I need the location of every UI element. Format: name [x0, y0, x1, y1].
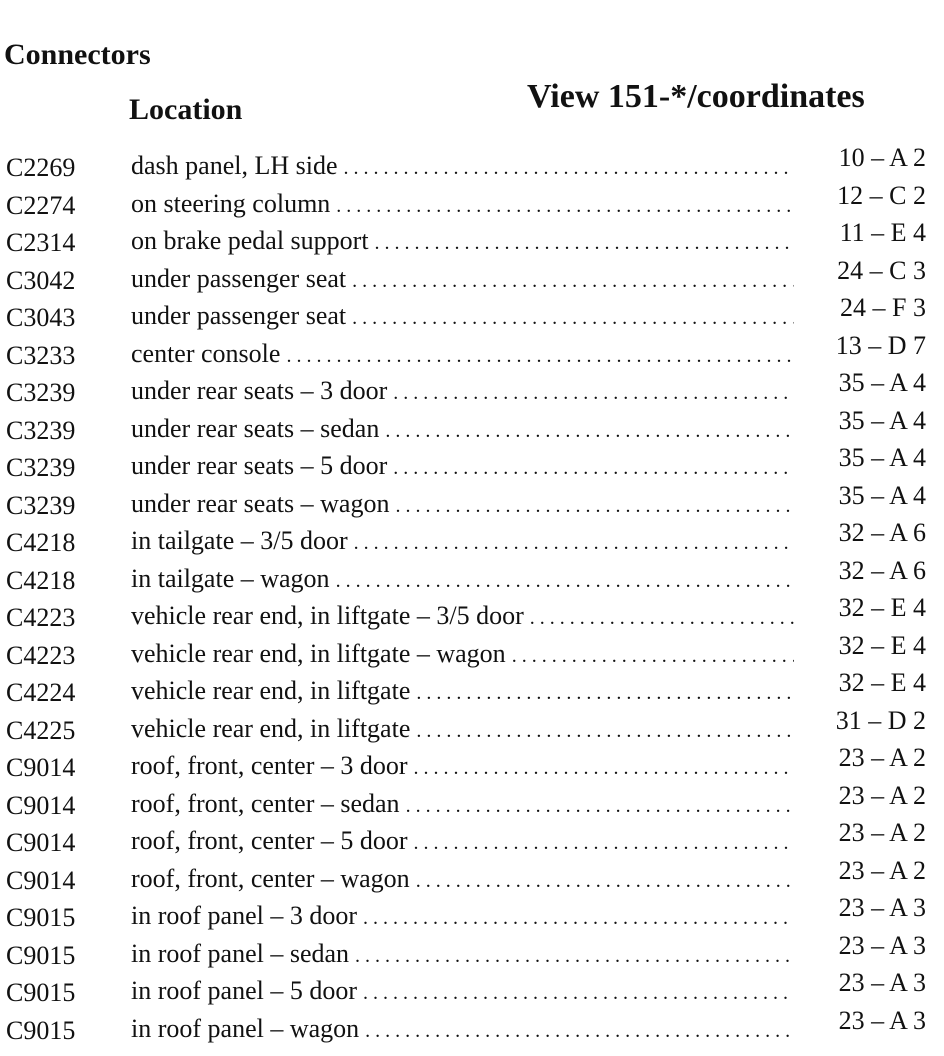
connector-coordinates: 32 – E 4: [838, 668, 926, 697]
connector-coordinates: 32 – A 6: [838, 555, 926, 585]
connector-code: C9014: [6, 753, 76, 782]
connector-location: [131, 410, 794, 451]
connector-row: [0, 820, 944, 858]
connector-code: C3239: [6, 415, 76, 445]
connector-coordinates: 32 – E 4: [838, 593, 926, 622]
connector-location: [131, 297, 794, 338]
connector-location-text: in tailgate – wagon: [131, 563, 330, 593]
connector-coordinates: 23 – A 2: [838, 855, 926, 885]
connector-location-text: under rear seats – sedan: [131, 413, 380, 443]
connector-location: [131, 560, 794, 601]
connector-location-text: roof, front, center – sedan: [131, 788, 400, 818]
connector-location: [131, 822, 794, 863]
connector-code: C4218: [6, 528, 76, 557]
connector-code: C4225: [6, 715, 76, 745]
connector-row: [0, 180, 944, 221]
dot-leader: [365, 1013, 794, 1051]
connector-code: C2269: [6, 153, 76, 182]
connector-coordinates: 10 – A 2: [838, 143, 926, 172]
view-coordinates-column-header: View 151-*/coordinates: [527, 78, 865, 115]
connector-location: [131, 747, 794, 788]
connector-code: C2274: [6, 190, 76, 220]
connector-location-text: under rear seats – 5 door: [131, 451, 388, 480]
connector-coordinates: 32 – E 4: [838, 630, 926, 660]
connector-location-text: under rear seats – 3 door: [131, 376, 388, 405]
connector-coordinates: 23 – A 3: [838, 930, 926, 960]
connector-row: [0, 520, 944, 558]
connector-coordinates: 23 – A 3: [838, 968, 926, 997]
connector-location: [131, 672, 794, 713]
connector-coordinates: 23 – A 2: [838, 818, 926, 847]
connector-location-text: in roof panel – 5 door: [131, 976, 358, 1005]
connector-location-text: on brake pedal support: [131, 226, 369, 255]
connector-row: [0, 670, 944, 708]
connector-location-text: in roof panel – sedan: [131, 938, 350, 968]
connector-row: [0, 1005, 944, 1046]
connector-coordinates: 35 – A 4: [838, 405, 926, 435]
connector-location-text: vehicle rear end, in liftgate – wagon: [131, 638, 506, 668]
connector-location-text: in roof panel – wagon: [131, 1013, 360, 1043]
connector-coordinates: 23 – A 3: [838, 893, 926, 922]
connector-coordinates: 11 – E 4: [839, 218, 926, 247]
connector-location: [131, 485, 794, 526]
connector-row: [0, 295, 944, 333]
connector-location: [131, 260, 794, 301]
connector-location-text: vehicle rear end, in liftgate: [131, 713, 411, 743]
connector-location: [131, 147, 794, 188]
connector-row: [0, 780, 944, 821]
connector-location-text: vehicle rear end, in liftgate: [131, 676, 411, 705]
connector-code: C3239: [6, 378, 76, 407]
connector-row: [0, 970, 944, 1008]
connector-location-text: under rear seats – wagon: [131, 488, 390, 518]
connector-code: C9014: [6, 790, 76, 820]
connector-row: [0, 705, 944, 746]
connector-code: C4218: [6, 565, 76, 595]
connector-location: [131, 635, 794, 676]
connector-code: C9015: [6, 940, 76, 970]
connector-row: [0, 220, 944, 258]
connector-row: [0, 445, 944, 483]
connector-code: C4223: [6, 640, 76, 670]
connector-row: [0, 480, 944, 521]
connector-code: C9015: [6, 978, 76, 1007]
connector-code: C9014: [6, 828, 76, 857]
connector-code: C3233: [6, 340, 76, 370]
connector-coordinates: 23 – A 3: [838, 1005, 926, 1035]
connector-code: C3043: [6, 303, 76, 332]
connector-row: [0, 855, 944, 896]
connector-location: [131, 185, 794, 226]
connector-row: [0, 745, 944, 783]
connector-row: [0, 255, 944, 296]
connector-coordinates: 23 – A 2: [838, 780, 926, 810]
connector-code: C9014: [6, 865, 76, 895]
connector-list: [0, 145, 944, 1045]
connector-row: [0, 370, 944, 408]
connector-location-text: in roof panel – 3 door: [131, 901, 358, 930]
connector-location: [131, 1010, 794, 1051]
connector-row: [0, 895, 944, 933]
connector-row: [0, 145, 944, 183]
connector-location: [131, 372, 794, 413]
connector-row: [0, 595, 944, 633]
connector-location: [131, 935, 794, 976]
connector-coordinates: 35 – A 4: [838, 480, 926, 510]
connector-code: C9015: [6, 1015, 76, 1045]
connector-location: [131, 972, 794, 1013]
section-title: Connectors: [4, 38, 151, 71]
connector-location-text: center console: [131, 338, 281, 368]
connector-code: C2314: [6, 228, 76, 257]
connector-code: C3239: [6, 453, 76, 482]
connector-coordinates: 13 – D 7: [835, 330, 926, 360]
connector-code: C3239: [6, 490, 76, 520]
connector-code: C3042: [6, 265, 76, 295]
connector-location: [131, 897, 794, 938]
connector-location-text: vehicle rear end, in liftgate – 3/5 door: [131, 601, 524, 630]
connector-row: [0, 630, 944, 671]
connector-coordinates: 32 – A 6: [838, 518, 926, 547]
connector-location-text: on steering column: [131, 188, 331, 218]
connector-location-text: in tailgate – 3/5 door: [131, 526, 348, 555]
connector-location: [131, 597, 794, 638]
connector-coordinates: 24 – C 3: [837, 255, 926, 285]
connector-location: [131, 522, 794, 563]
connector-coordinates: 23 – A 2: [838, 743, 926, 772]
connector-location-text: roof, front, center – wagon: [131, 863, 410, 893]
connector-location-text: roof, front, center – 3 door: [131, 751, 408, 780]
connector-location-text: under passenger seat: [131, 301, 347, 330]
connector-coordinates: 35 – A 4: [838, 443, 926, 472]
connector-row: [0, 405, 944, 446]
connector-location: [131, 860, 794, 901]
connector-row: [0, 555, 944, 596]
connector-coordinates: 31 – D 2: [835, 705, 926, 735]
connector-location-text: roof, front, center – 5 door: [131, 826, 408, 855]
connector-location: [131, 335, 794, 376]
connector-coordinates: 24 – F 3: [840, 293, 926, 322]
connector-code: C4223: [6, 603, 76, 632]
connector-location-text: under passenger seat: [131, 263, 347, 293]
connector-location: [131, 785, 794, 826]
connector-location: [131, 710, 794, 751]
connector-coordinates: 12 – C 2: [837, 180, 926, 210]
location-column-header: Location: [129, 93, 243, 126]
connector-code: C9015: [6, 903, 76, 932]
connector-code: C4224: [6, 678, 76, 707]
connector-location: [131, 222, 794, 263]
connector-location: [131, 447, 794, 488]
connector-coordinates: 35 – A 4: [838, 368, 926, 397]
connector-row: [0, 330, 944, 371]
connector-location-text: dash panel, LH side: [131, 151, 338, 180]
connector-row: [0, 930, 944, 971]
